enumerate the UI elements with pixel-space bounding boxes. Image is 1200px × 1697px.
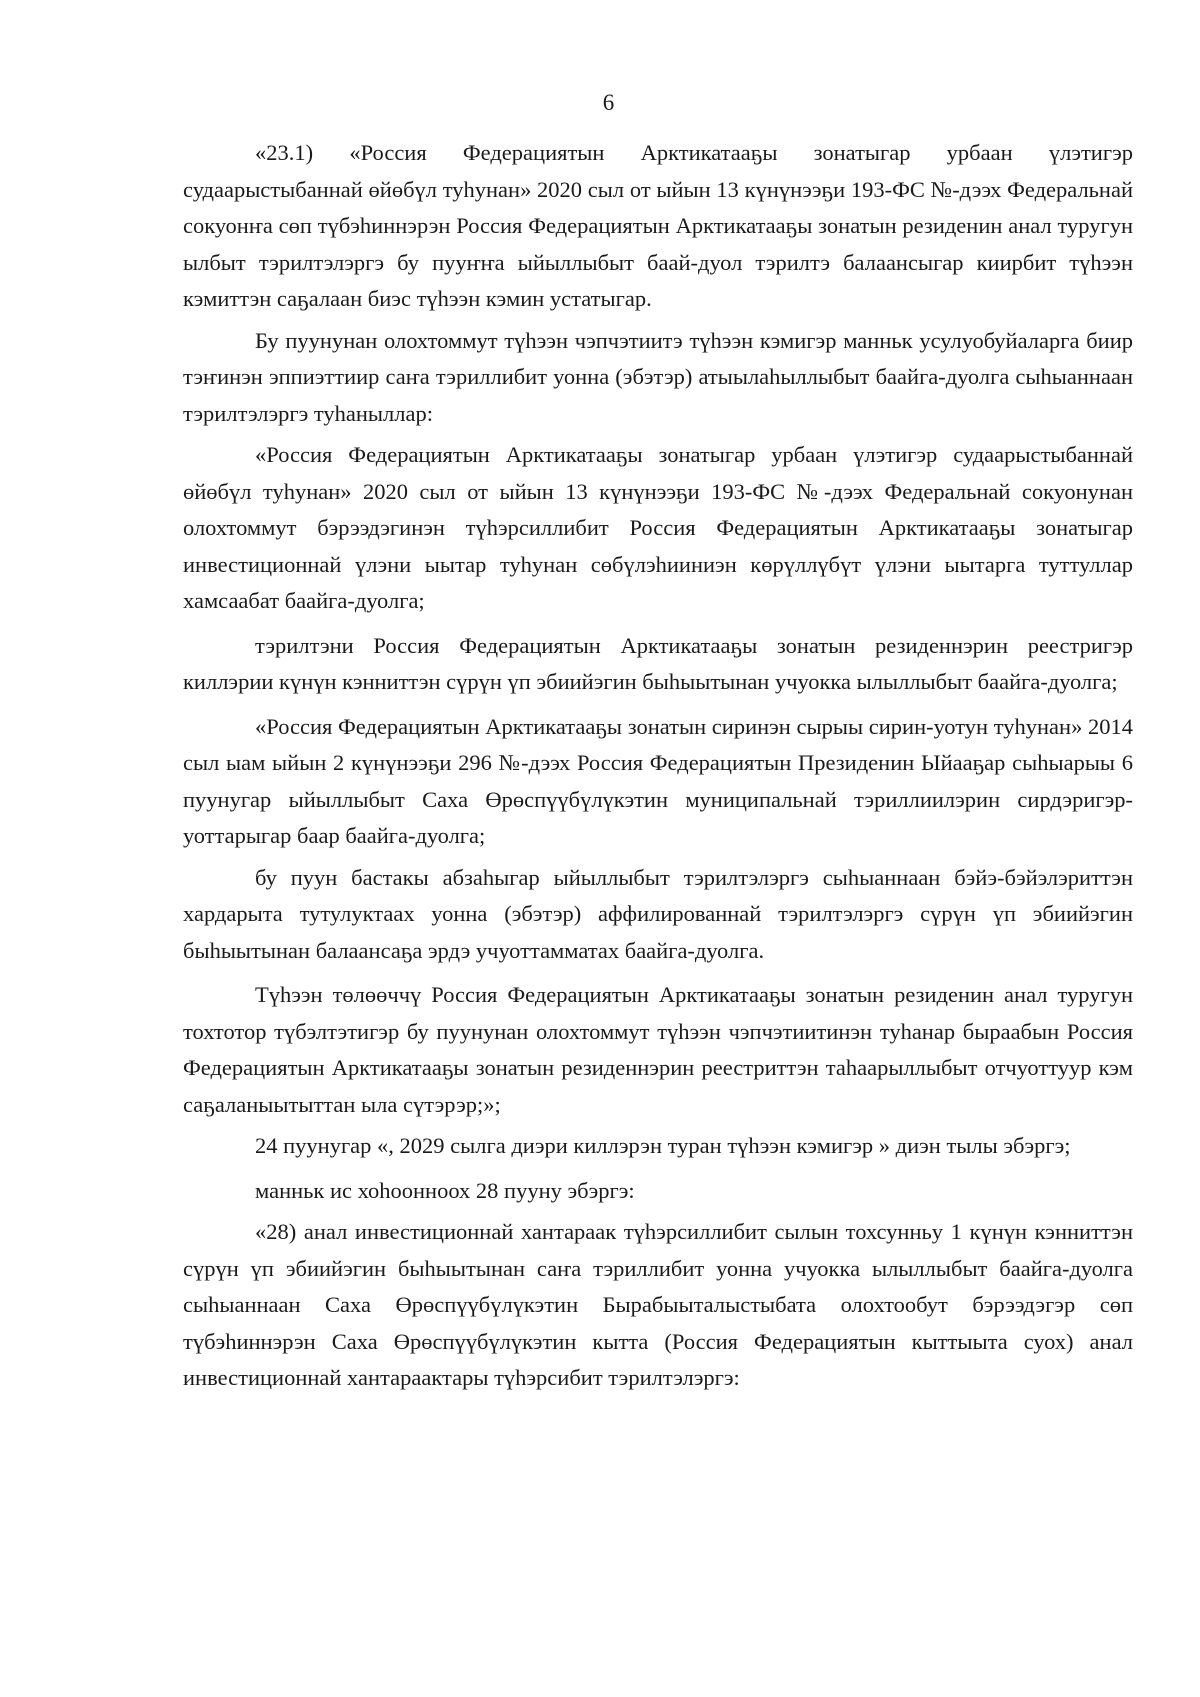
paragraph-investment-agreement-property: «Россия Федерациятын Арктикатааҕы зонатыгар урбаан үлэтигэр судаарыстыбаннай өйөбүл туһунан» 2020 сыл от ыйын 13 күнүнээҕи 193-ФС №-дээх Федеральнай сокуонунан олохтоммут бэрээдэгинэн түһэрсиллибит Россия Федерациятын Арктикатааҕы зонатыгар инвестиционнай үлэни ыытар туһунан сөбүлэһииниэн көрүллүбүт үлэни ыытарга туттуллар хамсаабат баайга-дуолга; [183, 442, 1133, 613]
document-body [183, 135, 1133, 1397]
paragraph-23-1: «23.1) «Россия Федерациятын Арктикатааҕы зонатыгар урбаан үлэтигэр судаарыстыбаннай өйөбүл туһунан» 2020 сыл от ыйын 13 күнүнээҕи 193-ФС №-дээх Федеральнай сокуонҥа сөп түбэһиннэрэн Россия Федерациятын Арктикатааҕы зонатын резиденин анал туругун ылбыт тэрилтэлэргэ бу пууҥҥа ыйыллыбыт баай-дуол тэрилтэ балаансыгар киирбит түһээн кэмиттэн саҕалаан биэс түһээн кэмин устатыгар. [183, 140, 1133, 311]
paragraph-loss-of-relief: Түһээн төлөөччү Россия Федерациятын Арктикатааҕы зонатын резиденин анал туругун тохтотор түбэлтэтигэр бу пуунунан олохтоммут түһээн чэпчэтиитинэн туһанар быраабын Россия Федерациятын Арктикатааҕы зонатын резиденнэрин реестриттэн таһаарыллыбыт отчуоттуур кэм саҕаланыытыттан ыла сүтэрэр;»; [183, 982, 1133, 1117]
paragraph-presidential-decree-property: «Россия Федерациятын Арктикатааҕы зонатын сиринэн сырыы сирин-уотун туһунан» 2014 сыл ыам ыйын 2 күнүнээҕи 296 №-дээх Россия Федерациятын Президенин Ыйааҕар сыһыарыы 6 пуунугар ыйыллыбыт Саха Өрөспүүбүлүкэтин муниципальнай тэриллиилэрин сирдэригэр-уоттарыгар баар баайга-дуолга; [183, 713, 1133, 848]
page-number: 6 [602, 90, 615, 115]
paragraph-tax-relief-conditions: Бу пуунунан олохтоммут түһээн чэпчэтиитэ түһээн кэмигэр манньк усулуобуйаларга биир тэҥинэн эппиэттиир саҥа тэриллибит уонна (эбэтэр) атыылаһыллыбыт баайга-дуолга сыһыаннаан тэрилтэлэргэ туһаныллар: [183, 327, 1133, 426]
paragraph-add-item-28: манньк ис хоһоонноох 28 пууну эбэргэ: [255, 1177, 635, 1203]
paragraph-amend-item-24: 24 пуунугар «, 2029 сылга диэри киллэрэн туран түһээн кэмигэр » диэн тылы эбэргэ; [255, 1133, 1071, 1158]
paragraph-registry-inclusion: тэрилтэни Россия Федерациятын Арктикатааҕы зонатын резиденнэрин реестригэр киллэрии күнүн кэнниттэн сүрүн үп эбиийэгин быһыытынан учуокка ылыллыбыт баайга-дуолга; [183, 632, 1133, 694]
paragraph-affiliated-organizations: бу пуун бастакы абзаһыгар ыйыллыбыт тэрилтэлэргэ сыһыаннаан бэйэ-бэйэлэриттэн хардарыта тутулуктаах уонна (эбэтэр) аффилированнай тэрилтэлэргэ сүрүн үп эбиийэгин быһыытынан балаансаҕа эрдэ учуоттамматах баайга-дуолга. [183, 864, 1133, 963]
paragraph-item-28: «28) анал инвестиционнай хантараак түһэрсиллибит сылын тохсунньу 1 күнүн кэнниттэн сүрүн үп эбиийэгин быһыытынан саҥа тэриллибит уонна учуокка ылыллыбыт баайга-дуолга сыһыаннаан Саха Өрөспүүбүлүкэтин Бырабыыталыстыбата олохтообут бэрээдэгэр сөп түбэһиннэрэн Саха Өрөспүүбүлүкэтин кытта (Россия Федерациятын кыттыыта суох) анал инвестиционнай хантараактары түһэрсибит тэрилтэлэргэ: [183, 1219, 1133, 1390]
